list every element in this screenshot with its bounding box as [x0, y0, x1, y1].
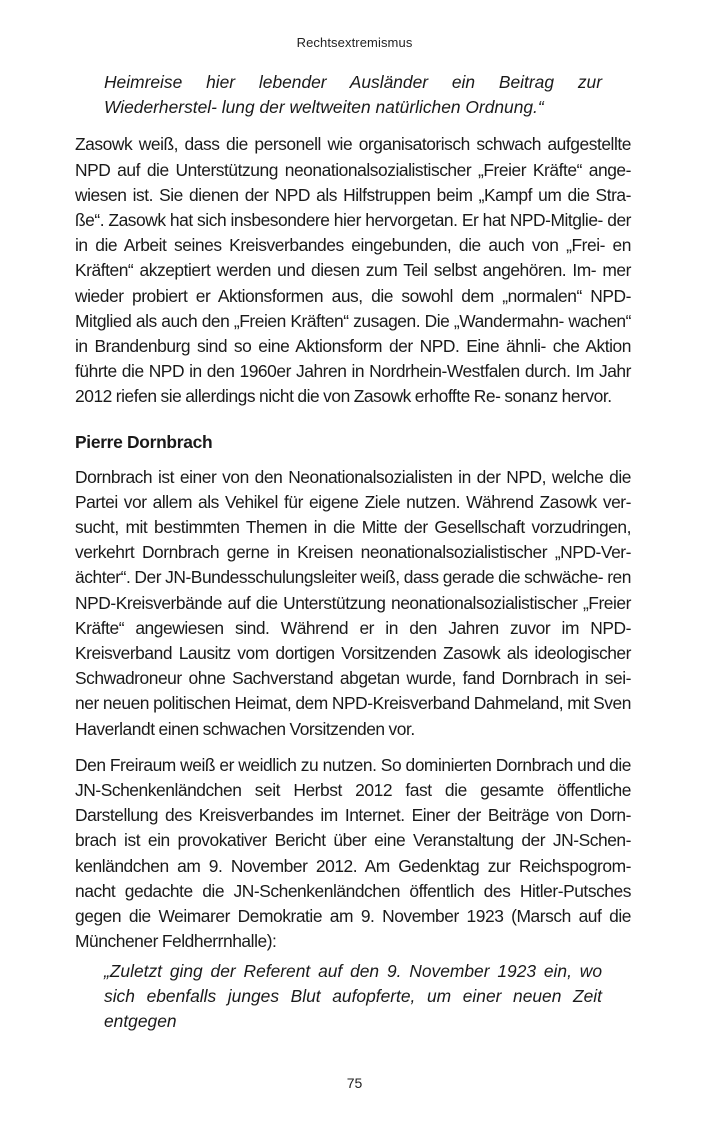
paragraph-freiraum	[75, 753, 631, 955]
text-line: sucht, mit bestimmten Themen in die Mitte der Gesellschaft vorzudringen,	[75, 517, 631, 538]
text-line: mer wieder probiert er Aktionsformen aus, die sowohl dem „normalen“	[75, 260, 631, 306]
text-line: sonanz hervor.	[504, 386, 612, 407]
text-line: Den Freiraum weiß er weidlich zu nutzen. So dominierten Dornbrach und	[75, 754, 605, 775]
text-line: ren NPD-Kreisverbände auf die Unterstützung neonationalsozialistischer	[75, 567, 631, 613]
text-line: Schwadroneur ohne Sachverstand abgetan wurde, fand Dornbrach in sei-	[75, 668, 631, 689]
text-line: en Kräften“ akzeptiert werden und diesen zum Teil selbst angehören. Im-	[75, 235, 631, 281]
quote-line: lung der weltweiten natürlichen Ordnung.“	[221, 97, 544, 118]
text-line: Sven Haverlandt einen schwachen Vorsitzenden vor.	[75, 693, 631, 739]
text-line: gegen die Weimarer Demokratie am 9. November 1923 (Marsch auf die	[75, 906, 631, 927]
text-line: wiesen ist. Sie dienen der NPD als Hilfstruppen beim „Kampf um die Stra-	[75, 184, 631, 205]
quote-line: „Zuletzt ging der Referent auf den 9. November 1923 ein, wo sich	[104, 960, 602, 1006]
text-line: Kreisverband Lausitz vom dortigen Vorsitzenden Zasowk als ideologischer	[75, 643, 631, 664]
text-line: Partei vor allem als Vehikel für eigene Ziele nutzen. Während Zasowk ver-	[75, 491, 631, 512]
text-line: Darstellung des Kreisverbandes im Internet. Einer der Beiträge von Dorn-	[75, 805, 631, 826]
block-quote-bottom	[104, 959, 602, 1035]
text-line: che Aktion führte die NPD in den 1960er Jahren in Nordrhein-Westfalen	[75, 336, 631, 382]
page-body	[75, 70, 631, 1034]
text-line: verkehrt Dornbrach gerne in Kreisen neonationalsozialistischer „NPD-Ver-	[75, 542, 631, 563]
text-line: Dornbrach ist einer von den Neonationalsozialisten in der NPD, welche die	[75, 466, 631, 487]
paragraph-dornbrach	[75, 465, 631, 742]
text-line: Münchener Feldherrnhalle):	[75, 931, 277, 952]
text-line: wachen“ in Brandenburg sind so eine Aktionsform der NPD. Eine ähnli-	[75, 310, 631, 357]
text-line: ße“. Zasowk hat sich insbesondere hier hervorgetan. Er hat NPD-Mitglie-	[75, 210, 603, 231]
text-line: ner neuen politischen Heimat, dem NPD-Kreisverband Dahmeland, mit	[75, 693, 590, 714]
quote-line: Heimreise hier lebender Ausländer ein Beitrag zur Wiederherstel-	[104, 72, 602, 118]
page-number: 75	[346, 1075, 363, 1091]
running-header: Rechtsextremismus	[296, 35, 413, 50]
text-line: NPD auf die Unterstützung neonationalsozialistischer „Freier Kräfte“ ange-	[75, 159, 631, 180]
text-line: durch. Im Jahr 2012 riefen sie allerdings nicht die von Zasowk erhoffte Re-	[75, 361, 631, 407]
text-line: kenländchen am 9. November 2012. Am Gedenktag zur Reichspogrom-	[75, 855, 631, 876]
text-line: die JN-Schenkenländchen seit Herbst 2012 fast die gesamte öffentliche	[75, 754, 631, 801]
section-heading: Pierre Dornbrach	[75, 431, 213, 452]
text-line: brach ist ein provokativer Bericht über eine Veranstaltung der JN-Schen-	[75, 830, 631, 851]
paragraph-zasowk	[75, 132, 631, 409]
text-line: „Freier Kräfte“ angewiesen sind. Während er in den Jahren zuvor im NPD-	[75, 592, 631, 638]
block-quote-top	[104, 70, 602, 120]
text-line: der in die Arbeit seines Kreisverbandes eingebunden, die auch von „Frei-	[75, 210, 632, 256]
text-line: NPD-Mitglied als auch den „Freien Kräften“ zusagen. Die „Wandermahn-	[75, 285, 631, 331]
text-line: ächter“. Der JN-Bundesschulungsleiter weiß, dass gerade die schwäche-	[75, 567, 604, 588]
text-line: nacht gedachte die JN-Schenkenländchen öffentlich des Hitler-Putsches	[75, 880, 631, 901]
quote-line: ebenfalls junges Blut aufopferte, um einer neuen Zeit entgegen	[104, 985, 602, 1031]
text-line: Zasowk weiß, dass die personell wie organisatorisch schwach aufgestellte	[75, 134, 631, 155]
